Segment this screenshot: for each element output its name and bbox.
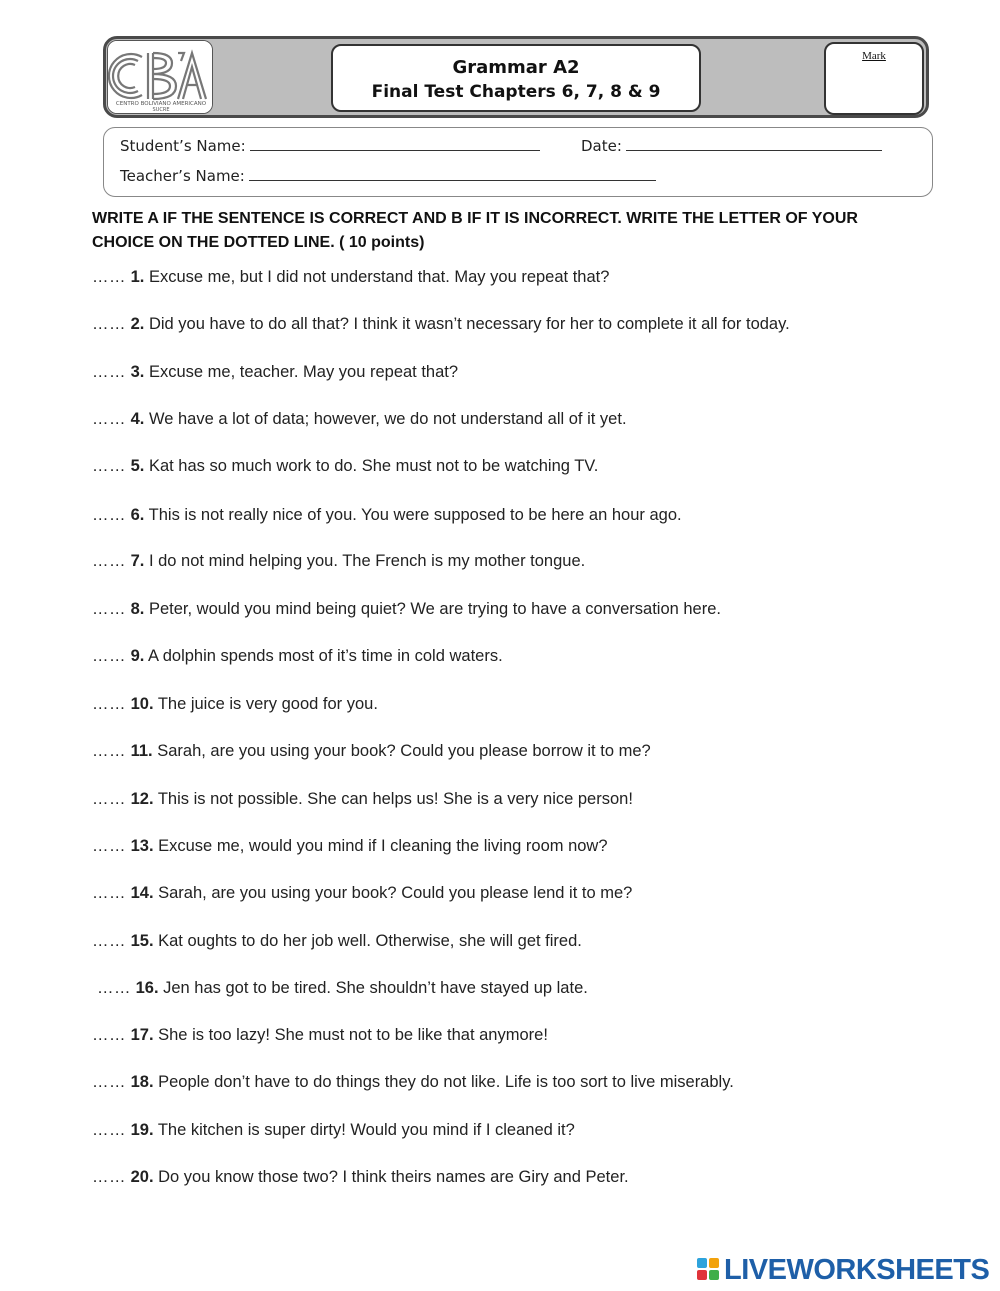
question-item xyxy=(92,1168,629,1187)
question-number: 2. xyxy=(130,315,145,333)
date-label: Date: xyxy=(581,137,622,155)
question-number: 13. xyxy=(130,837,154,855)
question-text: She is too lazy! She must not to be like that anymore! xyxy=(158,1026,548,1044)
question-number: 9. xyxy=(130,647,145,665)
answer-blank[interactable]: …… xyxy=(92,600,126,618)
question-item xyxy=(92,600,721,619)
answer-blank[interactable]: …… xyxy=(92,790,126,808)
teacher-name-field[interactable] xyxy=(249,168,656,181)
answer-blank[interactable]: …… xyxy=(92,742,126,760)
question-item xyxy=(92,932,582,951)
answer-blank[interactable]: …… xyxy=(92,1073,126,1091)
question-item xyxy=(92,552,585,571)
answer-blank[interactable]: …… xyxy=(92,457,126,475)
question-item xyxy=(92,268,609,287)
answer-blank[interactable]: …… xyxy=(92,837,126,855)
liveworksheets-brand: LIVEWORKSHEETS xyxy=(724,1254,990,1286)
question-number: 15. xyxy=(130,932,154,950)
answer-blank[interactable]: …… xyxy=(92,363,126,381)
question-item xyxy=(97,979,588,998)
question-number: 5. xyxy=(130,457,145,475)
answer-blank[interactable]: …… xyxy=(92,932,126,950)
question-item xyxy=(92,1073,734,1092)
question-text: We have a lot of data; however, we do not understand all of it yet. xyxy=(148,410,627,428)
title-box xyxy=(331,44,701,112)
answer-blank[interactable]: …… xyxy=(92,268,126,286)
question-text: Excuse me, teacher. May you repeat that? xyxy=(148,363,459,381)
question-text: People don’t have to do things they do not like. Life is too sort to live miserably. xyxy=(158,1073,734,1091)
cba-logo-graphic xyxy=(108,41,213,114)
answer-blank[interactable]: …… xyxy=(92,1121,126,1139)
question-text: This is not really nice of you. You were supposed to be here an hour ago. xyxy=(148,506,682,524)
logo-caption: CENTRO BOLIVIANO AMERICANO xyxy=(115,101,207,107)
question-item xyxy=(92,1026,548,1045)
answer-blank[interactable]: …… xyxy=(92,884,126,902)
student-name-row xyxy=(120,137,540,155)
question-number: 17. xyxy=(130,1026,154,1044)
answer-blank[interactable]: …… xyxy=(92,315,126,333)
question-text: Excuse me, but I did not understand that. May you repeat that? xyxy=(148,268,610,286)
question-number: 16. xyxy=(135,979,159,997)
student-name-field[interactable] xyxy=(250,138,540,151)
question-text: Peter, would you mind being quiet? We are trying to have a conversation here. xyxy=(148,600,721,618)
question-text: Sarah, are you using your book? Could you please lend it to me? xyxy=(158,884,633,902)
question-item xyxy=(92,315,790,334)
cba-logo xyxy=(107,40,213,114)
answer-blank[interactable]: …… xyxy=(92,1026,126,1044)
question-number: 7. xyxy=(130,552,145,570)
question-text: Kat has so much work to do. She must not to be watching TV. xyxy=(148,457,599,475)
question-item xyxy=(92,457,598,476)
question-number: 1. xyxy=(130,268,145,286)
question-number: 6. xyxy=(130,506,145,524)
question-text: Kat oughts to do her job well. Otherwise, she will get fired. xyxy=(158,932,582,950)
question-item xyxy=(92,695,378,714)
question-text: Excuse me, would you mind if I cleaning the living room now? xyxy=(158,837,608,855)
question-number: 14. xyxy=(130,884,154,902)
teacher-name-row xyxy=(120,167,656,185)
mark-label: Mark xyxy=(862,50,886,62)
question-text: The juice is very good for you. xyxy=(157,695,378,713)
question-text: This is not possible. She can helps us! She is a very nice person! xyxy=(157,790,633,808)
question-number: 20. xyxy=(130,1168,154,1186)
instructions: WRITE A IF THE SENTENCE IS CORRECT AND B IF IT IS INCORRECT. WRITE THE LETTER OF YOUR CHOICE ON THE DOTTED LINE. ( 10 points) xyxy=(92,210,858,251)
question-text: Jen has got to be tired. She shouldn’t have stayed up late. xyxy=(163,979,588,997)
question-number: 19. xyxy=(130,1121,154,1139)
teacher-name-label: Teacher’s Name: xyxy=(120,167,245,185)
question-text: The kitchen is super dirty! Would you mind if I cleaned it? xyxy=(157,1121,575,1139)
answer-blank[interactable]: …… xyxy=(92,647,126,665)
question-item xyxy=(92,884,632,903)
question-number: 3. xyxy=(130,363,145,381)
question-item xyxy=(92,647,503,666)
question-text: A dolphin spends most of it’s time in cold waters. xyxy=(148,647,503,665)
answer-blank[interactable]: …… xyxy=(92,552,126,570)
date-field[interactable] xyxy=(626,138,882,151)
question-text: I do not mind helping you. The French is my mother tongue. xyxy=(148,552,586,570)
question-number: 11. xyxy=(130,742,153,760)
question-item xyxy=(92,363,458,382)
student-name-label: Student’s Name: xyxy=(120,137,246,155)
question-text: Do you know those two? I think theirs names are Giry and Peter. xyxy=(158,1168,629,1186)
mark-box[interactable] xyxy=(824,42,924,115)
question-number: 10. xyxy=(130,695,154,713)
answer-blank[interactable]: …… xyxy=(92,506,126,524)
liveworksheets-squares-icon xyxy=(697,1258,721,1282)
question-item xyxy=(92,837,608,856)
page-title: Grammar A2 xyxy=(452,57,580,78)
question-number: 8. xyxy=(130,600,145,618)
question-item xyxy=(92,742,651,761)
question-number: 4. xyxy=(130,410,145,428)
question-item xyxy=(92,790,633,809)
question-item xyxy=(92,410,627,429)
question-item xyxy=(92,506,682,525)
answer-blank[interactable]: …… xyxy=(92,1168,126,1186)
answer-blank[interactable]: …… xyxy=(92,410,126,428)
question-item xyxy=(92,1121,575,1140)
question-text: Did you have to do all that? I think it wasn’t necessary for her to complete it all for today. xyxy=(148,315,790,333)
logo-caption-2: SUCRE xyxy=(152,107,170,113)
question-number: 18. xyxy=(130,1073,154,1091)
answer-blank[interactable]: …… xyxy=(92,695,126,713)
date-row xyxy=(581,137,882,155)
question-number: 12. xyxy=(130,790,154,808)
page-subtitle: Final Test Chapters 6, 7, 8 & 9 xyxy=(371,82,661,102)
answer-blank[interactable]: …… xyxy=(97,979,131,997)
question-text: Sarah, are you using your book? Could you please borrow it to me? xyxy=(157,742,651,760)
